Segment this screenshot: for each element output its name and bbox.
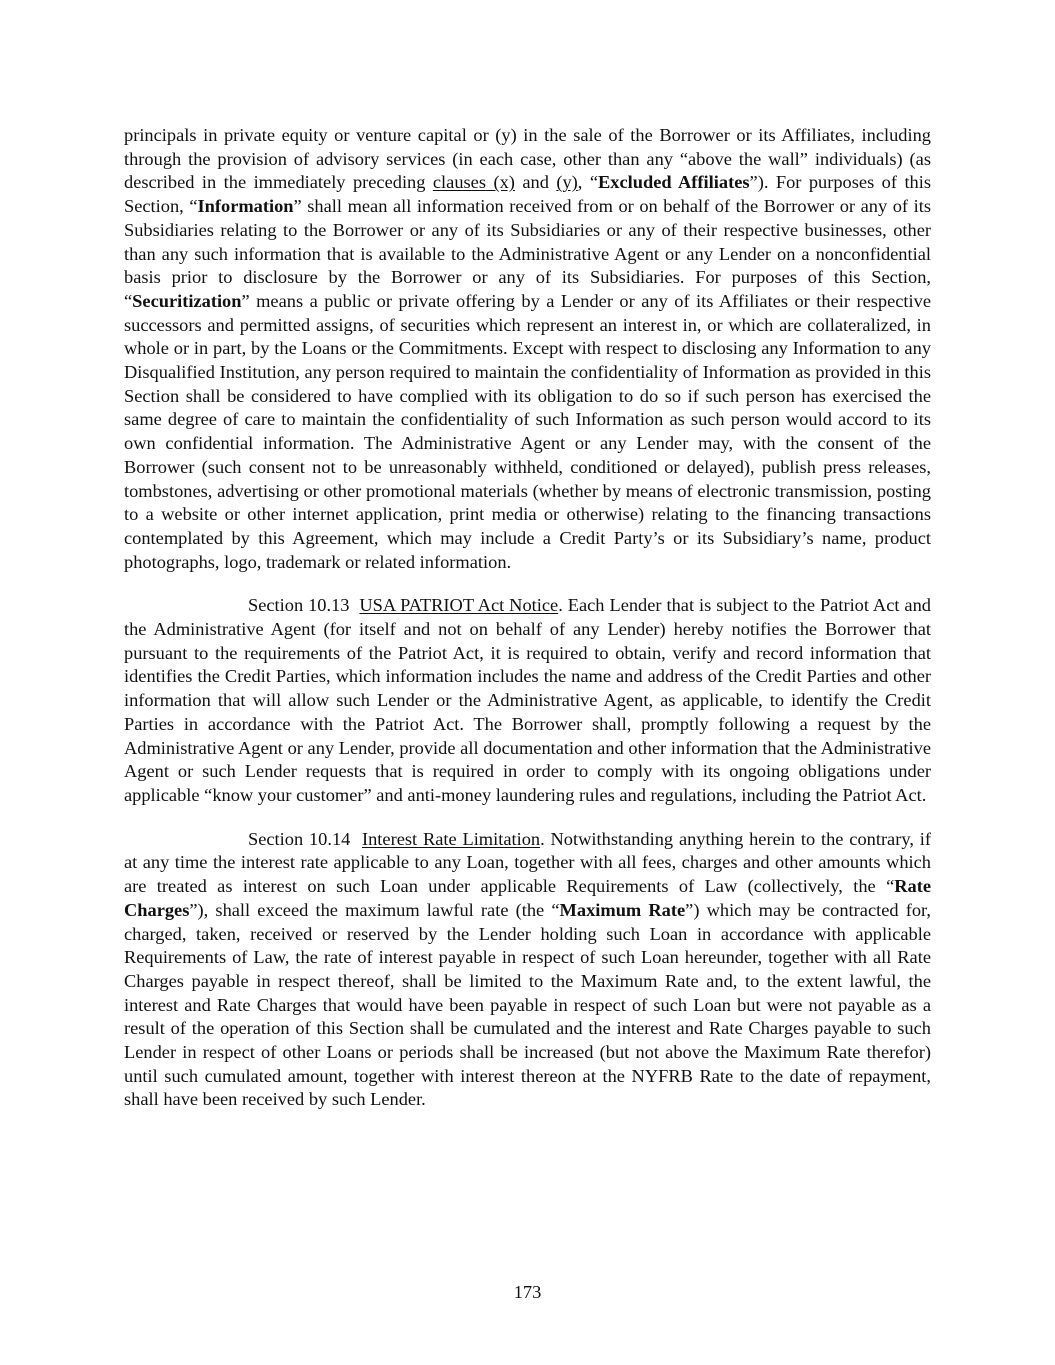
defined-term-excluded-affiliates: Excluded Affiliates [598, 172, 750, 193]
section-heading-usa-patriot-act-notice: USA PATRIOT Act Notice [359, 595, 559, 616]
section-10-14-paragraph [124, 828, 931, 1112]
paragraph-confidentiality-continuation [124, 124, 931, 574]
document-body [124, 124, 931, 1112]
heading-period: . [558, 595, 563, 616]
defined-term-information: Information [197, 196, 294, 217]
section-10-13-paragraph [124, 594, 931, 807]
section-heading-interest-rate-limitation: Interest Rate Limitation [361, 828, 541, 849]
text-run: , “ [577, 172, 599, 193]
text-run: ”), shall exceed the maximum lawful rate (the “ [189, 899, 560, 920]
defined-term-rate-charges: Rate Charges [124, 876, 931, 920]
section-text: Each Lender that is subject to the Patriot Act and the Administrative Agent (for itself and not on behalf of any Lender) hereby notifies the Borrower that pursuant to the requirements of the Patriot Act, it is required to obtain, verify and record information that identifies the Credit Parties, which information includes the name and address of the Credit Parties and other information that will allow such Lender or the Administrative Agent, as applicable, to identify the Credit Parties in accordance with the Patriot Act. The Borrower shall, promptly following a request by the Administrative Agent or any Lender, provide all documentation and other information that the Administrative Agent or such Lender requests that is required in order to comply with its ongoing obligations under applicable “know your customer” and anti-money laundering rules and regulations, including the Patriot Act. [124, 595, 931, 805]
defined-term-maximum-rate: Maximum Rate [559, 899, 686, 920]
clause-x-reference: clauses (x) [432, 172, 515, 193]
text-run: Notwithstanding anything herein to the contrary, if at any time the interest rate applicable to any Loan, together with all fees, charges and other amounts which are treated as interest on such Loan under applicable Requirements of Law (collectively, the “ [124, 828, 931, 897]
clause-y-reference: (y) [556, 172, 578, 193]
text-run: and [514, 172, 557, 193]
page-number: 173 [513, 1282, 542, 1302]
section-number: Section 10.14 [248, 828, 351, 849]
defined-term-securitization: Securitization [132, 290, 242, 311]
heading-period: . [540, 828, 545, 849]
text-run: ” shall mean all information received from or on behalf of the Borrower or any of its Subsidiaries relating to the Borrower or any of its Subsidiaries or any of their respective businesses, other than any such information that is available to the Administrative Agent or any Lender on a nonconfidential basis prior to disclosure by the Borrower or any of its Subsidiaries. For purposes of this Section, “ [124, 196, 931, 311]
text-run: principals in private equity or venture capital or (y) in the sale of the Borrower or its Affiliates, including through the provision of advisory services (in each case, other than any “above the wall” individuals) (as described in the immediately preceding [124, 125, 931, 193]
text-run: ”). For purposes of this Section, “ [124, 172, 932, 217]
section-number: Section 10.13 [248, 595, 350, 616]
text-run: ” means a public or private offering by a Lender or any of its Affiliates or their respective successors and permitted assigns, of securities which represent an interest in, or which are collateralized, in whole or in part, by the Loans or the Commitments. Except with respect to disclosing any Information to any Disqualified Institution, any person required to maintain the confidentiality of Information as provided in this Section shall be considered to have complied with its obligation to do so if such person has exercised the same degree of care to maintain the confidentiality of such Information as such person would accord to its own confidential information. The Administrative Agent or any Lender may, with the consent of the Borrower (such consent not to be unreasonably withheld, conditioned or delayed), publish press releases, tombstones, advertising or other promotional materials (whether by means of electronic transmission, posting to a website or other internet application, print media or otherwise) relating to the financing transactions contemplated by this Agreement, which may include a Credit Party’s or its Subsidiary’s name, product photographs, logo, trademark or related information. [124, 290, 931, 572]
text-run: ”) which may be contracted for, charged, taken, received or reserved by the Lender holding such Loan in accordance with applicable Requirements of Law, the rate of interest payable in respect of such Loan hereunder, together with all Rate Charges payable in respect thereof, shall be limited to the Maximum Rate and, to the extent lawful, the interest and Rate Charges that would have been payable in respect of such Loan but were not payable as a result of the operation of this Section shall be cumulated and the interest and Rate Charges payable to such Lender in respect of other Loans or periods shall be increased (but not above the Maximum Rate therefor) until such cumulated amount, together with interest thereon at the NYFRB Rate to the date of repayment, shall have been received by such Lender. [124, 899, 932, 1110]
